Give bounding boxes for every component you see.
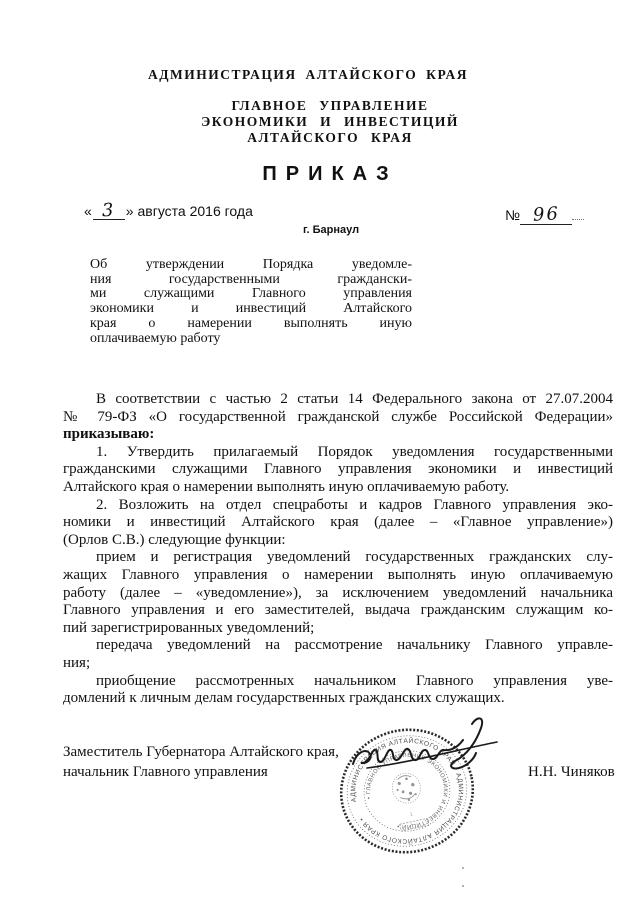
subject-line: Об утверждении Порядка уведомле- [90, 257, 412, 272]
subject-line: края о намерении выполнять иную [90, 315, 412, 331]
subject-block [90, 258, 412, 346]
department-name [20, 98, 640, 146]
document-type-title: ПРИКАЗ [262, 163, 398, 185]
seal-outer-text: АДМИНИСТРАЦИЯ АЛТАЙСКОГО КРАЯ • АДМИНИСТРАЦИЯ АЛТАЙСКОГО КРАЯ • [350, 737, 464, 845]
scan-artifact-dots [462, 856, 478, 859]
body-line: приказываю: [63, 426, 155, 443]
subject-line: экономики и инвестиций Алтайского [90, 301, 412, 317]
body-line: 2. Возложить на отдел спецработы и кадров Главного управления эко- [96, 496, 613, 513]
body-line: жащих Главного управления о намерении выполнять иную оплачиваемую [63, 566, 613, 583]
open-quote: « [84, 203, 92, 219]
body-line: (Орлов С.В.) следующие функции: [63, 531, 286, 548]
department-line: ГЛАВНОЕ УПРАВЛЕНИЕ [231, 98, 429, 113]
city-label: г. Барнаул [303, 224, 360, 236]
seal-inner-text: • ГЛАВНОЕ УПРАВЛЕНИЕ ЭКОНОМИКИ И ИНВЕСТИЦИЙ • [366, 752, 448, 830]
body-line: 1. Утвердить прилагаемый Порядок уведомления государственными [96, 443, 613, 460]
dotted-line [572, 201, 584, 220]
signatory-name: Н.Н. Чиняков [528, 764, 615, 780]
body-line: ния; [63, 654, 91, 671]
organization-name: АДМИНИСТРАЦИЯ АЛТАЙСКОГО КРАЯ [148, 67, 468, 82]
body-line: № 79-ФЗ «О государственной гражданской службе Российской Федерации» [63, 408, 613, 425]
subject-line: ми служащими Главного управления [90, 286, 412, 302]
body-line: В соответствии с частью 2 статьи 14 Федерального закона от 27.07.2004 [96, 391, 613, 407]
body-line: номики и инвестиций Алтайского края (далее – «Главное управление») [63, 514, 613, 531]
department-line: ЭКОНОМИКИ И ИНВЕСТИЦИЙ [201, 114, 459, 129]
handwritten-day: 3 [93, 203, 125, 220]
body-line: приобщение рассмотренных начальником Главного управления уве- [96, 672, 613, 689]
handwritten-signature [335, 708, 515, 788]
body-line: Главного управления и его заместителей, выдача гражданским служащим ко- [63, 602, 613, 619]
body-line: работу (далее – «уведомление»), за исключением уведомлений начальника [63, 584, 613, 601]
body-line: прием и регистрация уведомлений государственных гражданских слу- [96, 549, 613, 566]
signatory-position-line: начальник Главного управления [63, 764, 268, 780]
signatory-position-line: Заместитель Губернатора Алтайского края, [63, 744, 339, 760]
department-line: АЛТАЙСКОГО КРАЯ [247, 130, 413, 145]
number-sign: № [505, 207, 521, 223]
body-line: Алтайского края о намерении выполнять иную оплачиваемую работу. [63, 478, 510, 495]
body-line: пий зарегистрированных уведомлений; [63, 619, 315, 636]
body-line: передача уведомлений на рассмотрение начальнику Главного управле- [96, 637, 613, 654]
body-text [63, 391, 613, 708]
body-line: гражданскими служащими Главного управления экономики и инвестиций [63, 461, 613, 478]
body-line: домлений к личным делам государственных гражданских служащих. [63, 690, 505, 707]
seal-number: 1 [409, 811, 414, 818]
subject-line: оплачиваемую работу [90, 330, 221, 346]
document-date [84, 199, 253, 222]
dateline [0, 199, 640, 236]
subject-line: ния государственными граждански- [90, 271, 412, 287]
document-number [505, 201, 584, 225]
signature-strokes [353, 718, 497, 768]
handwritten-number: 96 [520, 206, 572, 225]
close-quote: » [125, 203, 134, 219]
date-text: августа 2016 года [137, 203, 253, 219]
